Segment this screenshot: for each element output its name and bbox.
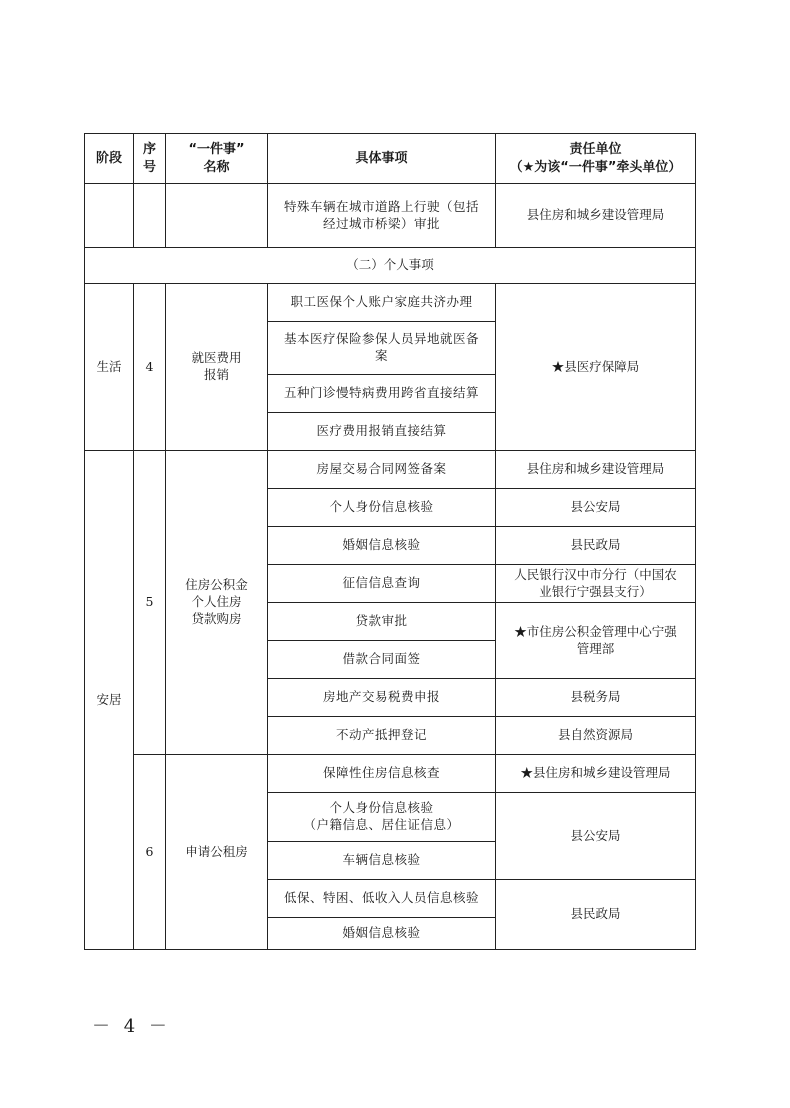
item-cell: 房屋交易合同网签备案: [268, 451, 496, 489]
name-cell: [166, 284, 268, 451]
unit-cell: [496, 565, 696, 603]
item-cell: 不动产抵押登记: [268, 717, 496, 755]
unit-cell: ★县住房和城乡建设管理局: [496, 755, 696, 793]
item-line: 基本医疗保险参保人员异地就医备: [283, 331, 479, 347]
header-unit-line1: 责任单位: [569, 141, 622, 157]
item-cell: 婚姻信息核验: [268, 918, 496, 950]
table-row: [85, 451, 696, 489]
item-line: 个人身份信息核验: [329, 800, 434, 816]
table-row: [85, 184, 696, 248]
item-cell: 保障性住房信息核查: [268, 755, 496, 793]
name-line: 贷款购房: [191, 610, 242, 626]
stage-cell-housing: 安居: [85, 451, 134, 950]
item-cell: 征信信息查询: [268, 565, 496, 603]
table-row: [85, 284, 696, 322]
name-cell: [166, 451, 268, 755]
name-line: 住房公积金: [185, 577, 248, 593]
unit-line: 业银行宁强县支行）: [539, 583, 652, 599]
header-seq: [134, 134, 166, 184]
item-cell: 车辆信息核验: [268, 842, 496, 880]
item-cell: 低保、特困、低收入人员信息核验: [268, 880, 496, 918]
item-cell: 五种门诊慢特病费用跨省直接结算: [268, 375, 496, 413]
unit-line: ★市住房公积金管理中心宁强: [514, 623, 677, 639]
empty-cell: [166, 184, 268, 248]
header-seq-line1: 序: [142, 141, 156, 157]
header-unit: [496, 134, 696, 184]
unit-cell: 县民政局: [496, 527, 696, 565]
header-item: 具体事项: [268, 134, 496, 184]
unit-cell: 县住房和城乡建设管理局: [496, 184, 696, 248]
unit-cell: 县自然资源局: [496, 717, 696, 755]
item-cell: 房地产交易税费申报: [268, 679, 496, 717]
name-line: 个人住房: [191, 594, 242, 610]
item-cell: 医疗费用报销直接结算: [268, 413, 496, 451]
item-cell: [268, 793, 496, 842]
header-stage: 阶段: [85, 134, 134, 184]
header-unit-line2: （★为该“一件事”牵头单位）: [509, 159, 682, 175]
unit-line: 人民银行汉中市分行（中国农: [514, 566, 677, 582]
unit-cell: 县公安局: [496, 489, 696, 527]
item-cell: 个人身份信息核验: [268, 489, 496, 527]
empty-cell: [134, 184, 166, 248]
page-number: － 4 －: [92, 1016, 171, 1037]
stage-cell-life: 生活: [85, 284, 134, 451]
item-line: （户籍信息、居住证信息）: [303, 817, 460, 832]
item-cell: [268, 184, 496, 248]
header-name-line2: 名称: [203, 159, 230, 175]
unit-line: 管理部: [576, 640, 615, 656]
name-line: 报销: [203, 367, 229, 382]
item-line: 经过城市桥梁）审批: [322, 215, 440, 231]
header-name: [166, 134, 268, 184]
unit-cell: ★县医疗保障局: [496, 284, 696, 451]
header-name-line1: “一件事”: [188, 141, 245, 157]
unit-cell: 县税务局: [496, 679, 696, 717]
seq-cell: 6: [134, 755, 166, 950]
table-row: [85, 755, 696, 793]
item-line: 特殊车辆在城市道路上行驶（包括: [283, 198, 479, 214]
seq-cell: 5: [134, 451, 166, 755]
section-title: （二）个人事项: [85, 248, 696, 284]
document-table: [84, 133, 696, 950]
item-cell: [268, 322, 496, 375]
section-row: [85, 248, 696, 284]
header-seq-line2: 号: [142, 159, 156, 175]
unit-cell: 县民政局: [496, 880, 696, 950]
item-line: 案: [374, 348, 388, 363]
unit-cell: [496, 603, 696, 679]
empty-cell: [85, 184, 134, 248]
header-row: [85, 134, 696, 184]
seq-cell: 4: [134, 284, 166, 451]
unit-cell: 县公安局: [496, 793, 696, 880]
name-cell: 申请公租房: [166, 755, 268, 950]
item-cell: 贷款审批: [268, 603, 496, 641]
item-cell: 职工医保个人账户家庭共济办理: [268, 284, 496, 322]
item-cell: 借款合同面签: [268, 641, 496, 679]
name-line: 就医费用: [191, 350, 242, 366]
unit-cell: 县住房和城乡建设管理局: [496, 451, 696, 489]
item-cell: 婚姻信息核验: [268, 527, 496, 565]
